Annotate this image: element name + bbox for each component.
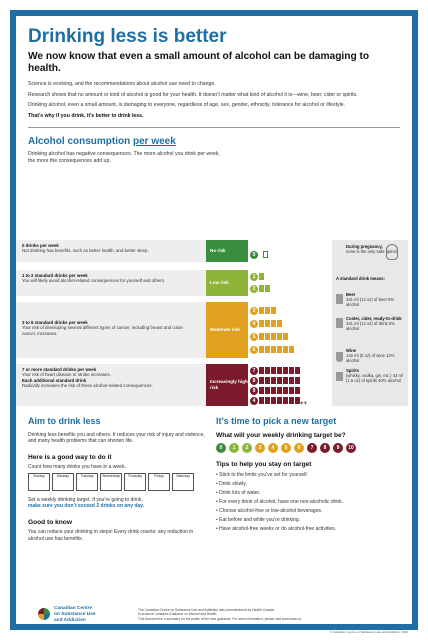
target-desc: Set a weekly drinking target. If you’re going to drink, bbox=[28, 496, 143, 503]
count-circle: 3 bbox=[250, 307, 258, 315]
tip-item: • Stick to the limits you’ve set for yourself. bbox=[216, 471, 394, 480]
glass-icon bbox=[259, 377, 264, 384]
calendar-day: Wednesday bbox=[100, 473, 122, 491]
cider-title: Cooler, cider, ready-to-drink bbox=[346, 316, 402, 321]
standard-drink-title: A standard drink means: bbox=[336, 276, 385, 281]
wine-title: Wine bbox=[346, 348, 356, 353]
glass-icon bbox=[265, 387, 270, 394]
glasses-row-1 bbox=[250, 271, 330, 295]
tip-item: • Eat before and while you’re drinking. bbox=[216, 516, 394, 525]
glass-icon bbox=[271, 377, 276, 384]
intro-section bbox=[28, 26, 400, 165]
empty-glass-icon bbox=[263, 251, 268, 258]
risk-badge: Low risk bbox=[206, 270, 248, 296]
glass-icon bbox=[283, 397, 288, 404]
beer-icon bbox=[336, 294, 343, 304]
org-line: Canadian Centre bbox=[54, 606, 93, 611]
intro-p3: Drinking alcohol, even a small amount, is damaging to everyone, regardless of age, sex, gender, ethnicity, tolerance for alcohol or lifestyle. bbox=[28, 102, 346, 109]
glass-icon bbox=[259, 367, 264, 374]
target-title: It’s time to pick a new target bbox=[216, 416, 337, 426]
pregnancy-desc: none is the only safe option. bbox=[346, 249, 399, 255]
target-number: 1 bbox=[229, 443, 239, 453]
risk-badge: Increasingly high risk bbox=[206, 364, 248, 406]
glass-icon bbox=[265, 333, 270, 340]
row-title: 0 drinks per week bbox=[22, 243, 59, 248]
glass-icon bbox=[259, 397, 264, 404]
target-number-scale bbox=[216, 443, 394, 453]
way-desc: Count how many drinks you have in a week. bbox=[28, 463, 126, 470]
glass-icon bbox=[259, 320, 264, 327]
tip-item: • Have alcohol-free weeks or do alcohol-free activities. bbox=[216, 525, 394, 534]
footer-note-line: The Canadian Centre on Substance Use and Addiction was commissioned by Health Canada bbox=[138, 608, 275, 612]
target-number: 8 bbox=[320, 443, 330, 453]
glass-icon bbox=[289, 387, 294, 394]
target-number: 5 bbox=[281, 443, 291, 453]
glass-icon bbox=[271, 367, 276, 374]
glass-icon bbox=[265, 285, 270, 292]
footer bbox=[16, 600, 412, 636]
spirits-title: Spirits bbox=[346, 368, 360, 373]
glasses-row-0 bbox=[250, 246, 330, 264]
intro-p1: Science is evolving, and the recommendations about alcohol use need to change. bbox=[28, 81, 216, 87]
glass-icon bbox=[271, 346, 276, 353]
row-title-2: Each additional standard drink bbox=[22, 377, 87, 383]
spirits-desc: (whisky, vodka, gin, etc.) 43 ml (1.5 oz) of spirits 40% alcohol bbox=[346, 373, 403, 384]
divider bbox=[28, 127, 400, 128]
standard-drink-panel bbox=[332, 240, 408, 406]
glass-icon bbox=[265, 397, 270, 404]
consumption-chart bbox=[16, 240, 408, 406]
glass-icon bbox=[271, 333, 276, 340]
count-circle: 2 bbox=[250, 285, 258, 293]
row-desc: Not drinking has benefits, such as better health, and better sleep. bbox=[22, 248, 149, 254]
count-circle: 4 bbox=[250, 320, 258, 328]
tip-item: • Choose alcohol-free or low-alcohol beverages. bbox=[216, 507, 394, 516]
beer-desc: 341 ml (12 oz) of beer 5% alcohol bbox=[346, 297, 395, 308]
target-number: 4 bbox=[268, 443, 278, 453]
row-moderate-risk bbox=[16, 302, 248, 358]
poster bbox=[10, 10, 418, 634]
glass-icon bbox=[271, 397, 276, 404]
count-circle: 5 bbox=[250, 333, 258, 341]
org-line: on Substance Use bbox=[54, 611, 96, 617]
glass-icon bbox=[283, 377, 288, 384]
footer-note-line: This document is a summary for the public of the new guidance. For more information, please visit www.ccsa.ca bbox=[138, 616, 301, 621]
tip-item: • Drink slowly. bbox=[216, 480, 394, 489]
footer-note-line: to produce Canada’s Guidance on Alcohol and Health. bbox=[138, 612, 218, 617]
row-desc: Your risk of heart disease or stroke increases. bbox=[22, 372, 111, 378]
glass-icon bbox=[259, 285, 264, 292]
glass-icon bbox=[277, 387, 282, 394]
intro-p4: That’s why if you drink, it’s better to drink less. bbox=[28, 112, 144, 119]
target-column bbox=[216, 416, 394, 534]
target-number: 9 bbox=[333, 443, 343, 453]
glass-icon bbox=[295, 367, 300, 374]
count-circle: 4 bbox=[250, 397, 258, 405]
row-title: 7 or more standard drinks per week bbox=[22, 367, 97, 372]
target-number: 2 bbox=[242, 443, 252, 453]
tip-item: • Drink lots of water. bbox=[216, 489, 394, 498]
risk-badge: Moderate risk bbox=[206, 302, 248, 358]
target-number: 10 bbox=[346, 443, 356, 453]
row-title: 1 to 2 standard drinks per week bbox=[22, 273, 88, 278]
glass-icon bbox=[289, 397, 294, 404]
glass-icon bbox=[265, 307, 270, 314]
row-desc: Your risk of developing several different types of cancer, including breast and colon cancer, increases. bbox=[22, 325, 183, 336]
glass-icon bbox=[259, 387, 264, 394]
row-high-risk bbox=[16, 364, 248, 406]
copyright: © Canadian Centre on Substance Use and Addiction, 2023 bbox=[329, 630, 408, 634]
glass-icon bbox=[271, 387, 276, 394]
know-title: Good to know bbox=[28, 519, 72, 527]
calendar-day: Thursday bbox=[124, 473, 146, 491]
row-title: 3 to 6 standard drinks per week bbox=[22, 320, 88, 325]
glass-icon bbox=[289, 367, 294, 374]
page-title: Drinking less is better bbox=[28, 26, 227, 47]
glass-icon bbox=[283, 367, 288, 374]
plus-sign: ++ bbox=[300, 401, 308, 407]
target-question: What will your weekly drinking target be? bbox=[216, 432, 346, 439]
glass-icon bbox=[265, 346, 270, 353]
tip-item: • For every drink of alcohol, have one non-alcoholic drink. bbox=[216, 498, 394, 507]
aim-desc: Drinking less benefits you and others. It reduces your risk of injury and violence, and many health problems that can shorten life. bbox=[28, 432, 205, 445]
count-circle: 1 bbox=[250, 273, 258, 281]
glass-icon bbox=[271, 320, 276, 327]
pregnant-person-icon bbox=[386, 244, 398, 260]
cider-desc: 341 ml (12 oz) of drink 5% alcohol bbox=[346, 321, 395, 332]
target-bold: make sure you don’t exceed 2 drinks on any day. bbox=[28, 503, 145, 510]
row-desc: You will likely avoid alcohol-related consequences for yourself and others. bbox=[22, 278, 166, 284]
row-no-risk bbox=[16, 240, 248, 262]
tips-title: Tips to help you stay on target bbox=[216, 461, 312, 468]
count-circle: 0 bbox=[250, 251, 258, 259]
calendar-day: Saturday bbox=[172, 473, 194, 491]
glass-icon bbox=[259, 273, 264, 280]
glass-icon bbox=[259, 333, 264, 340]
glass-icon bbox=[277, 377, 282, 384]
glass-icon bbox=[277, 346, 282, 353]
footer-note bbox=[138, 608, 368, 621]
glass-icon bbox=[259, 346, 264, 353]
glass-icon bbox=[277, 397, 282, 404]
tips-list bbox=[216, 471, 394, 534]
target-number: 6 bbox=[294, 443, 304, 453]
count-circle: 8 bbox=[250, 377, 258, 385]
calendar-day: Sunday bbox=[28, 473, 50, 491]
ccsa-logo bbox=[38, 608, 50, 620]
glass-icon bbox=[283, 333, 288, 340]
calendar-day: Tuesday bbox=[76, 473, 98, 491]
wine-desc: 142 ml (5 oz) of wine 12% alcohol bbox=[346, 353, 395, 364]
know-desc: You can reduce your drinking in steps! Every drink counts: any reduction in alcohol use has benefits. bbox=[28, 529, 194, 542]
org-line: and Addiction bbox=[54, 617, 86, 623]
wine-icon bbox=[336, 352, 343, 362]
cider-icon bbox=[336, 318, 343, 328]
calendar-day: Friday bbox=[148, 473, 170, 491]
spirits-icon bbox=[336, 372, 343, 381]
calendar-day: Monday bbox=[52, 473, 74, 491]
consumption-title: Alcohol consumption per week bbox=[28, 136, 176, 148]
glass-icon bbox=[295, 387, 300, 394]
glass-icon bbox=[265, 377, 270, 384]
glass-icon bbox=[289, 377, 294, 384]
glasses-row-3 bbox=[250, 366, 332, 409]
glass-icon bbox=[265, 320, 270, 327]
glass-icon bbox=[277, 320, 282, 327]
weekly-calendar bbox=[28, 473, 206, 491]
glasses-row-2 bbox=[250, 304, 330, 356]
count-circle: 6 bbox=[250, 346, 258, 354]
target-number: 0 bbox=[216, 443, 226, 453]
count-circle: 9 bbox=[250, 387, 258, 395]
glass-icon bbox=[295, 377, 300, 384]
glass-icon bbox=[277, 367, 282, 374]
way-title: Here is a good way to do it bbox=[28, 453, 112, 461]
row-low-risk bbox=[16, 270, 248, 296]
risk-badge: No risk bbox=[206, 240, 248, 262]
row-desc-2: Radically increases the risk of these alcohol-related consequences. bbox=[22, 383, 153, 389]
aim-column bbox=[28, 416, 206, 542]
pregnancy-title: During pregnancy, bbox=[346, 244, 383, 249]
page-subtitle: We now know that even a small amount of alcohol can be damaging to health. bbox=[28, 51, 370, 74]
target-number: 3 bbox=[255, 443, 265, 453]
glass-icon bbox=[283, 346, 288, 353]
glass-icon bbox=[259, 307, 264, 314]
target-number: 7 bbox=[307, 443, 317, 453]
glass-icon bbox=[277, 333, 282, 340]
glass-icon bbox=[271, 307, 276, 314]
beer-title: Beer bbox=[346, 292, 356, 297]
glass-icon bbox=[289, 346, 294, 353]
aim-title: Aim to drink less bbox=[28, 416, 101, 426]
glass-icon bbox=[265, 367, 270, 374]
glass-icon bbox=[283, 387, 288, 394]
org-name bbox=[54, 606, 96, 623]
intro-p2: Research shows that no amount or kind of alcohol is good for your health. It doesn’t matter what kind of alcohol it is—wine, beer, cider or spirits. bbox=[28, 91, 358, 98]
consumption-intro: Drinking alcohol has negative consequences. The more alcohol you drink per week, the more the consequences add up. bbox=[28, 151, 220, 164]
count-circle: 7 bbox=[250, 367, 258, 375]
